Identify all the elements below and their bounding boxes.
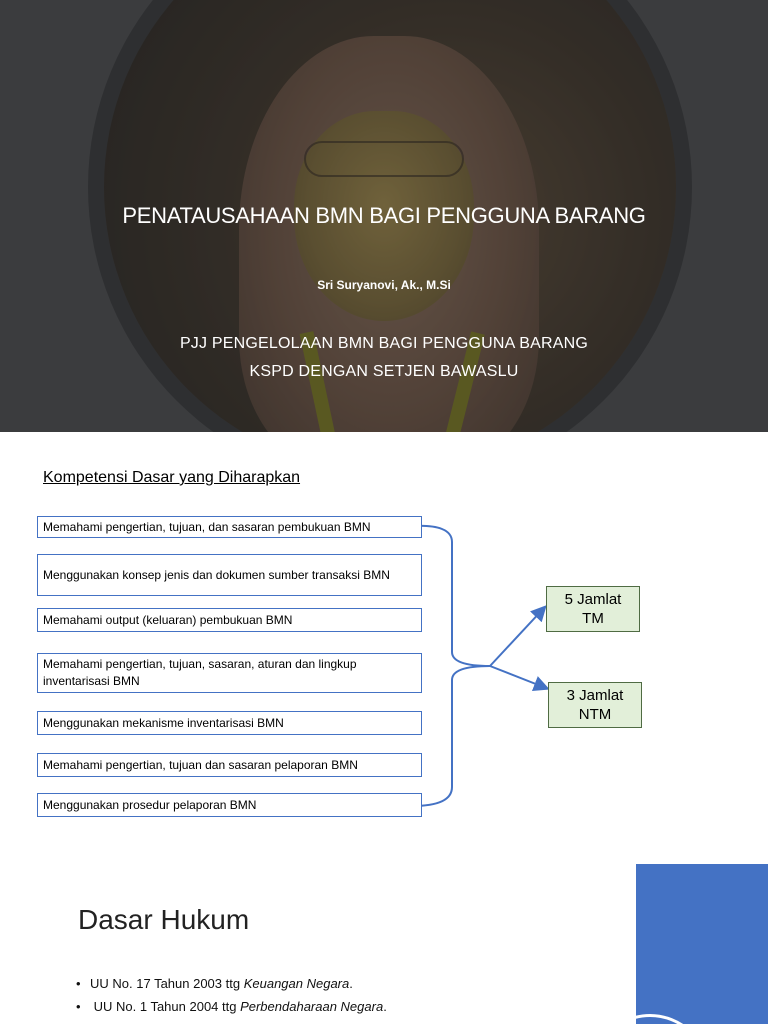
- law-text: UU No. 1 Tahun 2004 ttg: [90, 999, 241, 1014]
- outcome-tm-line2: TM: [582, 610, 604, 627]
- outcome-box-ntm: [548, 682, 642, 728]
- legal-basis-title: Dasar Hukum: [78, 904, 250, 935]
- list-item: [76, 995, 387, 1018]
- law-subject: Perbendaharaan Negara: [240, 999, 384, 1014]
- competency-slide: [0, 432, 768, 864]
- outcome-tm-line1: 5 Jamlat: [564, 591, 622, 608]
- bracket-connector: [412, 526, 490, 806]
- arrow-to-tm: [490, 608, 544, 666]
- subtitle-line-1: PJJ PENGELOLAAN BMN BAGI PENGGUNA BARANG: [179, 335, 589, 352]
- slide-title: PENATAUSAHAAN BMN BAGI PENGGUNA BARANG: [122, 203, 646, 228]
- law-suffix: .: [383, 999, 387, 1014]
- law-suffix: .: [349, 976, 353, 991]
- competency-box: Memahami pengertian, tujuan, dan sasaran pembukuan BMN: [37, 516, 422, 538]
- outcome-ntm-line2: NTM: [578, 706, 612, 723]
- legal-basis-list: [76, 972, 387, 1018]
- author-name: Sri Suryanovi, Ak., M.Si: [317, 278, 451, 292]
- outcome-ntm-line1: 3 Jamlat: [566, 687, 624, 704]
- bullet-icon: •: [76, 976, 81, 991]
- competency-box: Memahami pengertian, tujuan, sasaran, aturan dan lingkup inventarisasi BMN: [37, 653, 422, 693]
- competency-box: Menggunakan mekanisme inventarisasi BMN: [37, 711, 422, 735]
- competency-box: Menggunakan konsep jenis dan dokumen sumber transaksi BMN: [37, 554, 422, 596]
- competency-box: Memahami output (keluaran) pembukuan BMN: [37, 608, 422, 632]
- law-text: UU No. 17 Tahun 2003 ttg: [90, 976, 244, 991]
- law-subject: Keuangan Negara: [243, 976, 350, 991]
- competency-box: Memahami pengertian, tujuan dan sasaran pelaporan BMN: [37, 753, 422, 777]
- competency-heading: Kompetensi Dasar yang Diharapkan: [43, 469, 301, 486]
- bullet-icon: •: [76, 999, 81, 1014]
- competency-box: Menggunakan prosedur pelaporan BMN: [37, 793, 422, 817]
- legal-basis-slide: [0, 864, 768, 1024]
- accent-panel: [636, 864, 768, 1024]
- outcome-box-tm: [546, 586, 640, 632]
- list-item: [76, 972, 387, 995]
- title-slide: [0, 0, 768, 432]
- subtitle-line-2: KSPD DENGAN SETJEN BAWASLU: [249, 363, 519, 380]
- arrow-to-ntm: [490, 666, 546, 688]
